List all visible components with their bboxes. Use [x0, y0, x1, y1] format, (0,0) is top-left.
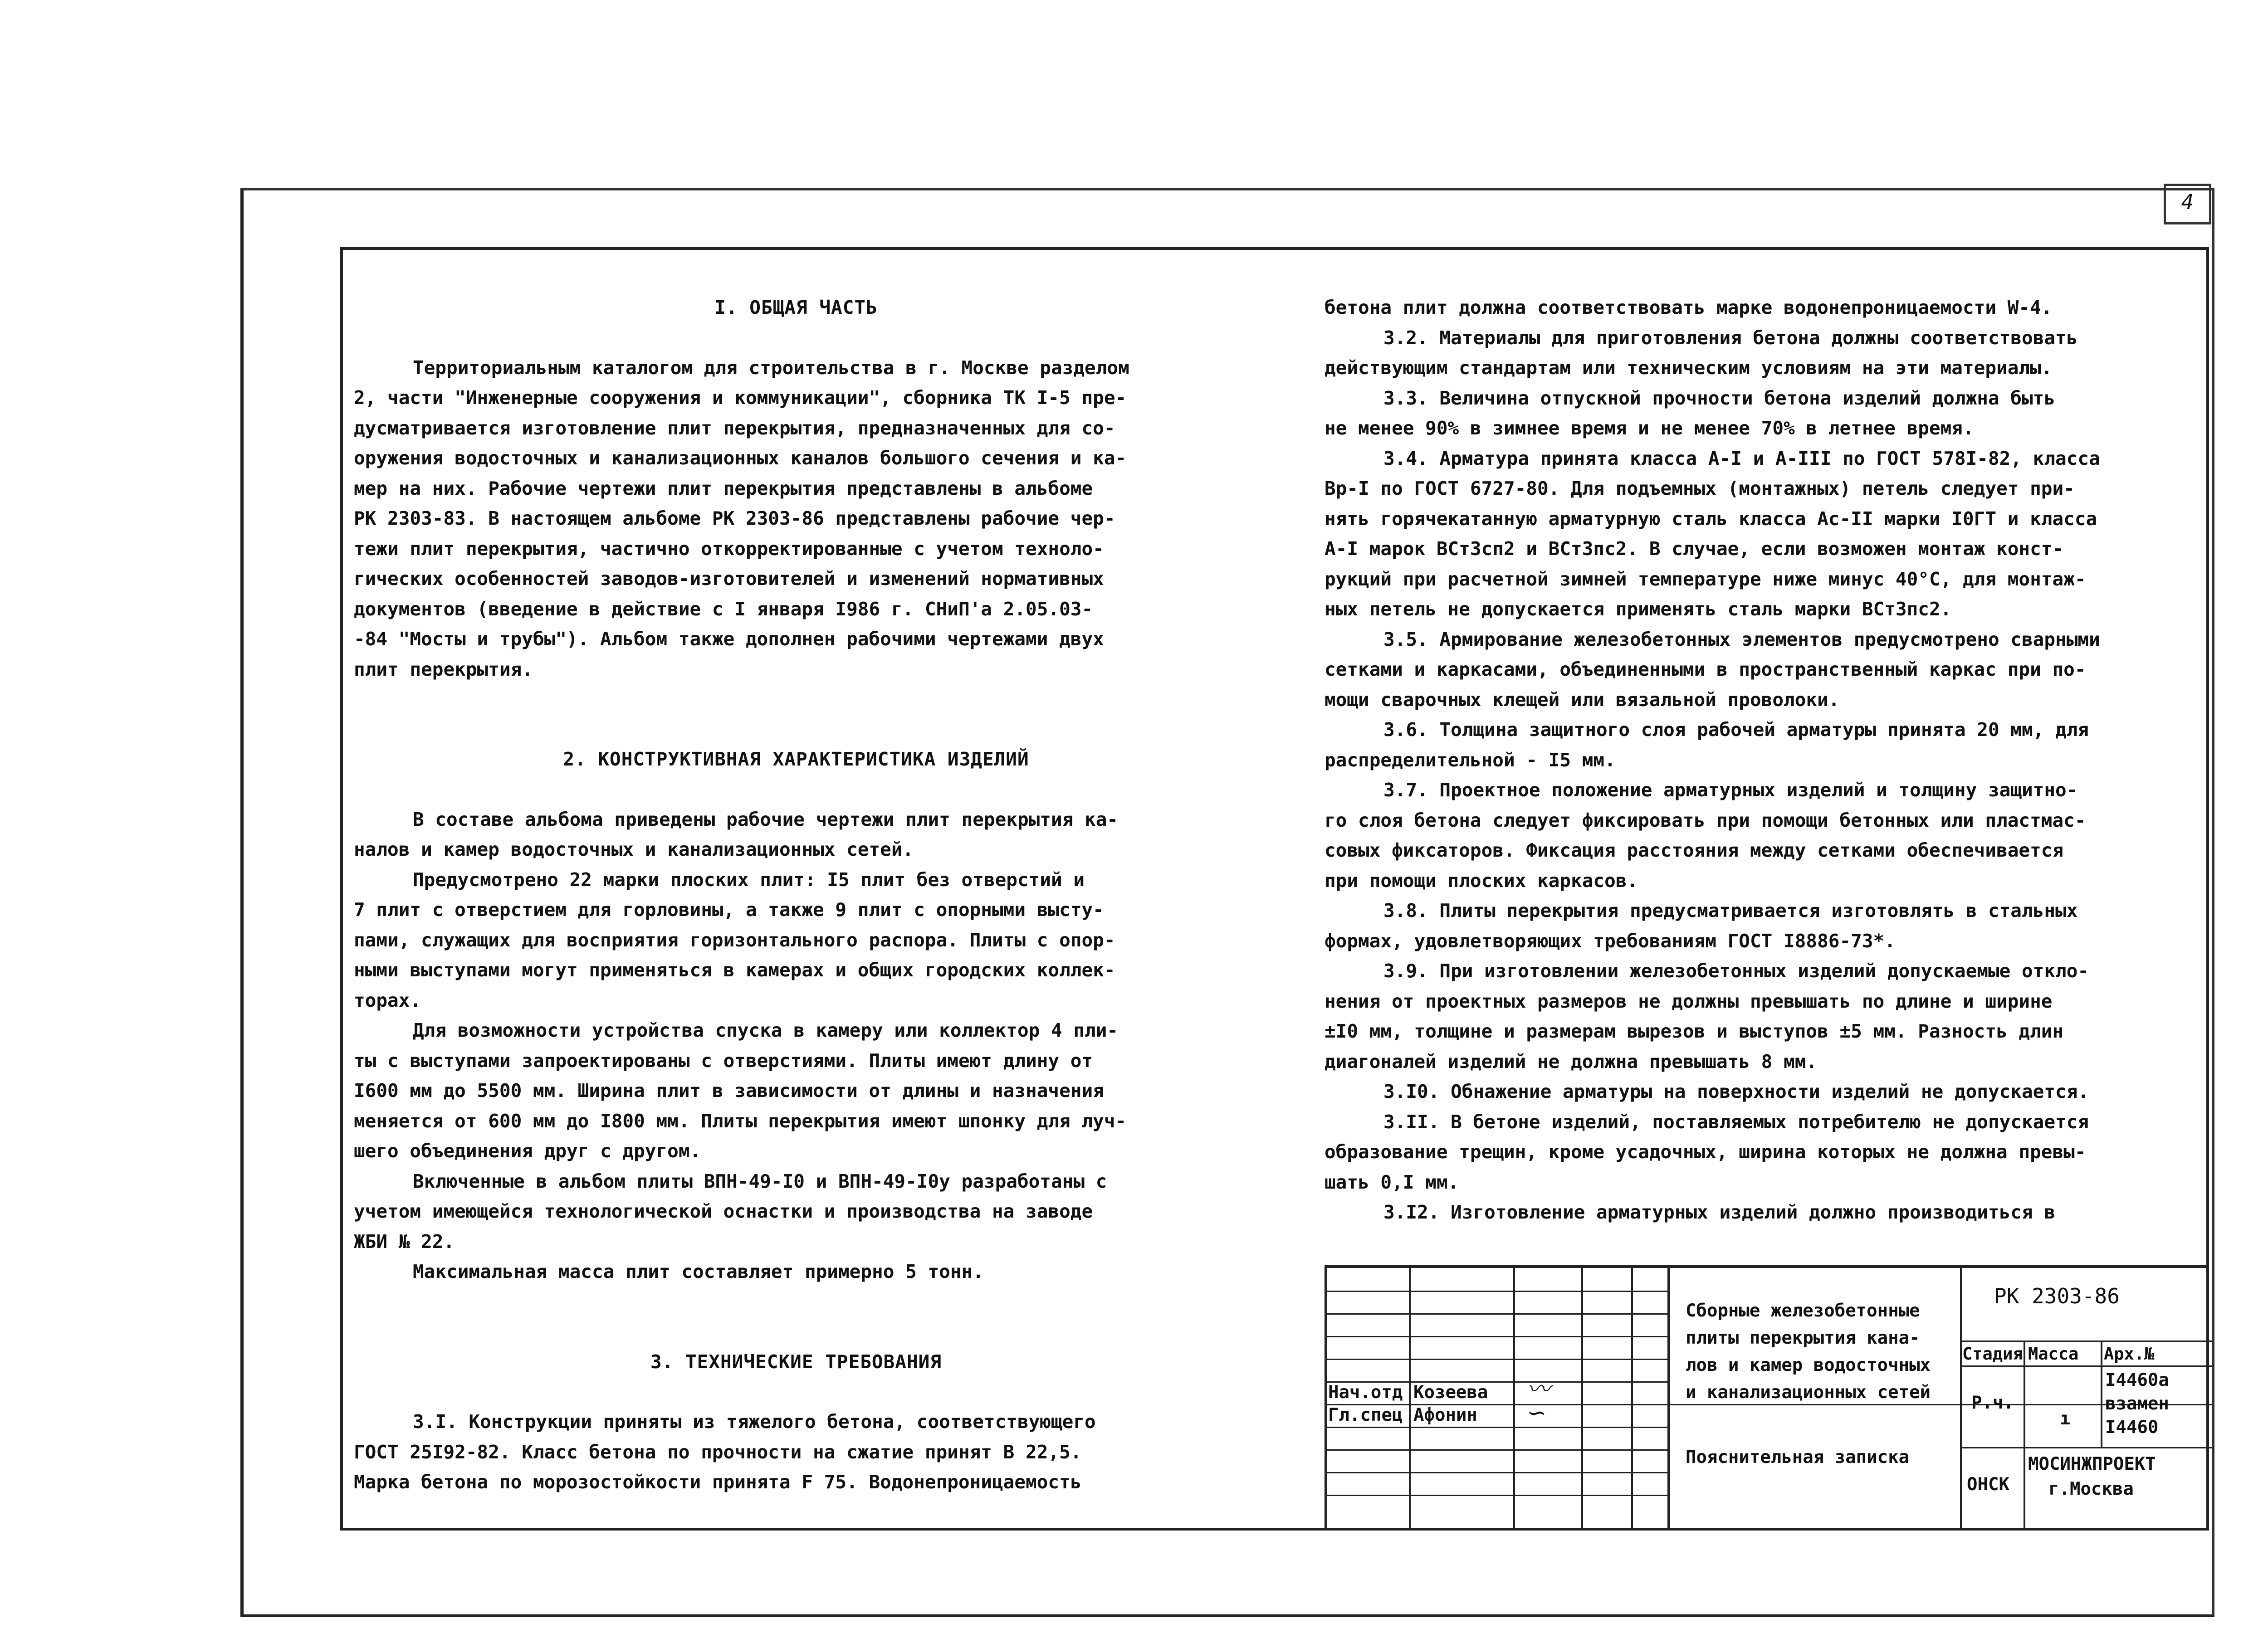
- text-line: совых фиксаторов. Фиксация расстояния между сетками обеспечивается: [1325, 839, 2064, 861]
- document-title: [1686, 1297, 1931, 1406]
- section-heading-design: 2. КОНСТРУКТИВНАЯ ХАРАКТЕРИСТИКА ИЗДЕЛИЙ: [563, 748, 1029, 770]
- text-line: Вр-I по ГОСТ 6727-80. Для подъемных (монтажных) петель следует при-: [1325, 478, 2075, 499]
- paragraph-dimensions: [354, 1015, 1238, 1166]
- text-line: 3.I2. Изготовление арматурных изделий должно производиться в: [1383, 1201, 2056, 1223]
- title-block: [1325, 1265, 2209, 1531]
- paragraph-album: [354, 804, 1238, 865]
- text-line: ±I0 мм, толщине и размерам вырезов и выступов ±5 мм. Разность длин: [1325, 1020, 2064, 1042]
- signature-afonin: ∽: [1527, 1399, 1547, 1427]
- paragraph-included-plates: [354, 1166, 1238, 1257]
- text-line: оружения водосточных и канализационных каналов большого сечения и ка-: [354, 447, 1127, 469]
- text-line: нять горячекатанную арматурную сталь класса Ас-II марки I0ГТ и класса: [1325, 507, 2097, 530]
- paragraph-catalog: [354, 353, 1238, 685]
- mass-value: ı: [2060, 1409, 2071, 1429]
- text-line: образование трещин, кроме усадочных, ширина которых не должна превы-: [1325, 1141, 2086, 1163]
- text-line: гических особенностей заводов-изготовителей и изменений нормативных: [354, 568, 1104, 590]
- text-line: торах.: [354, 989, 421, 1011]
- text-line: ных петель не допускается применять сталь марки ВСт3пс2.: [1325, 598, 1952, 620]
- name-kozeeva: Козеева: [1413, 1382, 1488, 1403]
- grid-line: [1513, 1268, 1515, 1531]
- role-chief-specialist: Гл.спец: [1328, 1405, 1403, 1425]
- text-line: шего объединения друг с другом.: [354, 1140, 701, 1162]
- text-line: шать 0,I мм.: [1325, 1171, 1459, 1193]
- grid-line: [1960, 1268, 1962, 1531]
- text-line: тежи плит перекрытия, частично откорректированные с учетом техноло-: [354, 537, 1104, 560]
- text-line: Включенные в альбом плиты ВПН-49-I0 и ВПН-49-I0у разработаны с: [413, 1170, 1107, 1192]
- grid-line: [1960, 1341, 2212, 1342]
- text-line: 3.2. Материалы для приготовления бетона должны соответствовать: [1383, 327, 2078, 349]
- text-line: не менее 90% в зимнее время и не менее 70% в летнее время.: [1325, 417, 1974, 439]
- grid-line: [2101, 1341, 2102, 1447]
- text-line: 2, части "Инженерные сооружения и коммуникации", сборника ТК I-5 пре-: [354, 387, 1127, 409]
- grid-line: [1960, 1447, 2212, 1448]
- paragraph-marks: [354, 865, 1238, 1016]
- grid-line: [1581, 1268, 1583, 1531]
- grid-line: [1631, 1268, 1633, 1531]
- archive-line: взамен: [2105, 1394, 2169, 1414]
- text-line: 3.6. Толщина защитного слоя рабочей арматуры принята 20 мм, для: [1383, 719, 2089, 741]
- grid-line: [1327, 1313, 1667, 1315]
- signature-kozeeva: 〰: [1527, 1376, 1551, 1403]
- grid-line: [1327, 1359, 1667, 1360]
- text-line: 3.9. При изготовлении железобетонных изделий допускаемые откло-: [1383, 960, 2089, 982]
- text-line: 7 плит с отверстием для горловины, а также 9 плит с опорными высту-: [354, 899, 1104, 921]
- grid-line: [1327, 1495, 1667, 1496]
- grid-line: [1327, 1427, 1667, 1428]
- text-line: Максимальная масса плит составляет примерно 5 тонн.: [413, 1261, 984, 1282]
- text-line: распределительной - I5 мм.: [1325, 749, 1616, 771]
- text-line: плит перекрытия.: [354, 658, 533, 680]
- text-line: В составе альбома приведены рабочие чертежи плит перекрытия ка-: [413, 808, 1119, 830]
- archive-values: [2105, 1369, 2169, 1439]
- text-line: сетками и каркасами, объединенными в пространственный каркас при по-: [1325, 658, 2086, 680]
- text-line: пами, служащих для восприятия горизонтального распора. Плиты с опор-: [354, 929, 1115, 951]
- text-line: ты с выступами запроектированы с отверстиями. Плиты имеют длину от: [354, 1049, 1093, 1072]
- text-line: Территориальным каталогом для строительства в г. Москве разделом: [413, 356, 1129, 379]
- text-line: 3.5. Армирование железобетонных элементов предусмотрено сварными: [1383, 628, 2100, 650]
- stage-value: Р.ч.: [1971, 1393, 2014, 1413]
- text-line: документов (введение в действие с I января I986 г. СНиП'а 2.05.03-: [354, 598, 1093, 620]
- right-column: [1325, 292, 2200, 1228]
- section-heading-general: I. ОБЩАЯ ЧАСТЬ: [714, 297, 878, 318]
- text-line: Предусмотрено 22 марки плоских плит: I5 плит без отверстий и: [413, 868, 1085, 891]
- text-line: 3.7. Проектное положение арматурных изделий и толщину защитно-: [1383, 779, 2078, 801]
- text-line: -84 "Мосты и трубы"). Альбом также дополнен рабочими чертежами двух: [354, 628, 1104, 650]
- sheet-number-box: [2164, 184, 2211, 224]
- text-line: действующим стандартам или техническим условиям на эти материалы.: [1325, 357, 2053, 379]
- document-code: РК 2303-86: [1994, 1284, 2120, 1308]
- grid-line: [1409, 1268, 1411, 1531]
- title-line: Сборные железобетонные: [1686, 1301, 1920, 1321]
- text-line: рукций при расчетной зимней температуре ниже минус 40°С, для монтаж-: [1325, 568, 2086, 590]
- role-head-of-dept: Нач.отд: [1328, 1382, 1403, 1403]
- text-line: Марка бетона по морозостойкости принята F 75. Водонепроницаемость: [354, 1471, 1082, 1493]
- archive-line: I4460а: [2105, 1370, 2169, 1390]
- archive-header: Арх.№: [2104, 1344, 2155, 1364]
- grid-line: [1327, 1291, 1667, 1292]
- sheet-number: 4: [2181, 190, 2194, 214]
- text-line: 3.8. Плиты перекрытия предусматривается изготовлять в стальных: [1383, 900, 2078, 921]
- text-line: мощи сварочных клещей или вязальной проволоки.: [1325, 688, 1840, 711]
- text-line: го слоя бетона следует фиксировать при помощи бетонных или пластмас-: [1325, 809, 2086, 831]
- city: г.Москва: [2048, 1479, 2134, 1499]
- grid-line: [1327, 1472, 1667, 1473]
- title-line: лов и камер водосточных: [1686, 1355, 1931, 1375]
- sheet-title: Пояснительная записка: [1686, 1447, 1910, 1467]
- archive-line: I4460: [2105, 1417, 2159, 1438]
- left-column: [354, 292, 1238, 1497]
- text-line: 3.4. Арматура принята класса А-I и А-III по ГОСТ 578I-82, класса: [1383, 447, 2100, 469]
- text-line: ЖБИ № 22.: [354, 1230, 455, 1253]
- text-line: 3.I. Конструкции приняты из тяжелого бетона, соответствующего: [413, 1411, 1096, 1433]
- text-line: 3.I0. Обнажение арматуры на поверхности изделий не допускается.: [1383, 1081, 2089, 1102]
- text-line: 3.II. В бетоне изделий, поставляемых потребителю не допускается: [1383, 1111, 2089, 1133]
- text-line: формах, удовлетворяющих требованиям ГОСТ I8886-73*.: [1325, 930, 1896, 952]
- title-line: и канализационных сетей: [1686, 1382, 1931, 1403]
- text-line: I600 мм до 5500 мм. Ширина плит в зависимости от длины и назначения: [354, 1080, 1104, 1102]
- text-line: ными выступами могут применяться в камерах и общих городских коллек-: [354, 959, 1115, 981]
- paragraph-max-mass: [354, 1257, 1238, 1287]
- title-line: плиты перекрытия кана-: [1686, 1328, 1920, 1348]
- stage-header: Стадия: [1962, 1344, 2023, 1364]
- text-line: бетона плит должна соответствовать марке водонепроницаемости W-4.: [1325, 297, 2053, 318]
- name-afonin: Афонин: [1413, 1405, 1477, 1425]
- text-line: А-I марок ВСт3сп2 и ВСт3пс2. В случае, если возможен монтаж конст-: [1325, 538, 2064, 560]
- organization: МОСИНЖПРОЕКТ: [2028, 1454, 2156, 1474]
- text-line: налов и камер водосточных и канализационных сетей.: [354, 838, 914, 860]
- section-heading-technical: 3. ТЕХНИЧЕСКИЕ ТРЕБОВАНИЯ: [650, 1350, 942, 1373]
- grid-line: [1960, 1365, 2212, 1367]
- text-line: нения от проектных размеров не должны превышать по длине и ширине: [1325, 990, 2053, 1012]
- paragraph-3-1: [354, 1407, 1238, 1497]
- text-line: ГОСТ 25I92-82. Класс бетона по прочности на сжатие принят В 22,5.: [354, 1441, 1082, 1463]
- text-line: диагоналей изделий не должна превышать 8 мм.: [1325, 1050, 1818, 1072]
- grid-line: [1327, 1336, 1667, 1337]
- text-line: РК 2303-83. В настоящем альбоме РК 2303-86 представлены рабочие чер-: [354, 507, 1115, 529]
- text-line: учетом имеющейся технологической оснастки и производства на заводе: [354, 1200, 1093, 1222]
- text-line: дусматривается изготовление плит перекрытия, предназначенных для со-: [354, 417, 1115, 439]
- text-line: мер на них. Рабочие чертежи плит перекрытия представлены в альбоме: [354, 477, 1093, 499]
- grid-line: [1667, 1268, 1670, 1531]
- text-line: 3.3. Величина отпускной прочности бетона изделий должна быть: [1383, 387, 2056, 409]
- text-line: меняется от 600 мм до I800 мм. Плиты перекрытия имеют шпонку для луч-: [354, 1110, 1127, 1132]
- grid-line: [1327, 1449, 1667, 1451]
- text-line: при помощи плоских каркасов.: [1325, 869, 1638, 892]
- department: ОНСК: [1967, 1474, 2009, 1495]
- mass-header: Масса: [2028, 1344, 2079, 1364]
- text-line: Для возможности устройства спуска в камеру или коллектор 4 пли-: [413, 1019, 1119, 1041]
- grid-line: [2024, 1341, 2025, 1531]
